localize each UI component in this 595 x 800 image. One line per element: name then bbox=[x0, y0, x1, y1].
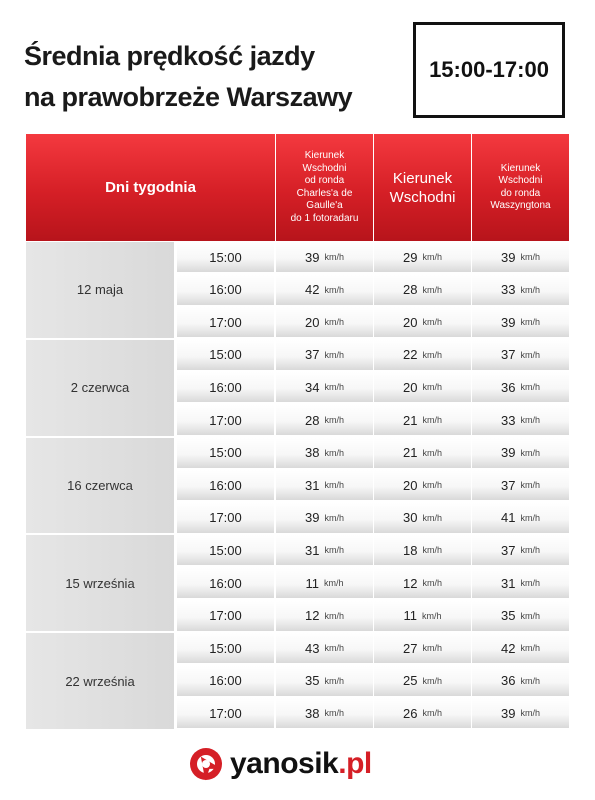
speed-unit: km/h bbox=[324, 382, 344, 393]
time-cell bbox=[177, 372, 274, 402]
speed-unit: km/h bbox=[422, 415, 442, 425]
time-cell bbox=[177, 601, 274, 631]
speed-unit: km/h bbox=[422, 284, 442, 295]
header-col-1-line: Wschodni bbox=[302, 162, 347, 174]
day-label: 15 września bbox=[65, 575, 135, 591]
speed-cell bbox=[374, 633, 471, 663]
day-label-cell bbox=[26, 438, 174, 534]
time-range-box bbox=[413, 22, 565, 118]
speed-value: 33 bbox=[501, 282, 516, 298]
speed-unit: km/h bbox=[324, 675, 344, 686]
time-label: 15:00 bbox=[209, 640, 242, 656]
yanosik-logo-icon bbox=[188, 746, 224, 782]
speed-value: 12 bbox=[305, 608, 320, 624]
time-cell bbox=[177, 666, 274, 696]
time-label: 15:00 bbox=[209, 249, 242, 265]
speed-unit: km/h bbox=[520, 447, 540, 458]
day-label: 2 czerwca bbox=[70, 380, 130, 396]
time-cell bbox=[177, 438, 274, 468]
speed-cell bbox=[472, 503, 569, 533]
speed-value: 37 bbox=[501, 477, 516, 493]
header-col-1 bbox=[276, 134, 373, 241]
speed-cell bbox=[472, 633, 569, 663]
speed-cell bbox=[472, 601, 569, 631]
speed-value: 21 bbox=[403, 412, 418, 428]
speed-cell bbox=[374, 470, 471, 500]
speed-value: 20 bbox=[305, 314, 320, 330]
speed-value: 34 bbox=[305, 379, 320, 395]
speed-value: 28 bbox=[305, 412, 320, 428]
time-range-label: 15:00-17:00 bbox=[429, 57, 549, 82]
day-label: 12 maja bbox=[76, 282, 124, 298]
speed-unit: km/h bbox=[324, 512, 344, 523]
yanosik-logo bbox=[188, 743, 372, 785]
speed-cell bbox=[472, 470, 569, 500]
speed-cell bbox=[472, 438, 569, 468]
speed-unit: km/h bbox=[422, 578, 442, 588]
logo-dot: . bbox=[338, 747, 347, 780]
speed-value: 39 bbox=[501, 314, 516, 330]
speed-unit: km/h bbox=[324, 643, 344, 654]
header-col-3-line: Kierunek bbox=[500, 162, 541, 174]
time-label: 17:00 bbox=[209, 608, 242, 624]
speed-cell bbox=[276, 405, 373, 435]
speed-value: 37 bbox=[501, 542, 516, 558]
speed-unit: km/h bbox=[520, 317, 540, 328]
header-col-3 bbox=[472, 134, 569, 241]
time-cell bbox=[177, 470, 274, 500]
speed-unit: km/h bbox=[324, 349, 344, 360]
speed-unit: km/h bbox=[520, 480, 540, 491]
header-col-1-line: Charles'a de bbox=[296, 187, 353, 199]
time-cell bbox=[177, 307, 274, 337]
speed-cell bbox=[472, 307, 569, 337]
header-col-3-line: do ronda bbox=[500, 187, 541, 199]
speed-unit: km/h bbox=[520, 284, 540, 295]
header-divider bbox=[373, 134, 374, 241]
speed-cell bbox=[374, 242, 471, 272]
speed-value: 31 bbox=[305, 542, 320, 558]
speed-value: 36 bbox=[501, 673, 516, 689]
speed-unit: km/h bbox=[422, 317, 442, 328]
title-line-1: Średnia prędkość jazdy bbox=[24, 41, 315, 71]
speed-cell bbox=[374, 503, 471, 533]
speed-value: 20 bbox=[403, 379, 418, 395]
speed-cell bbox=[472, 372, 569, 402]
time-label: 16:00 bbox=[209, 673, 242, 689]
time-label: 16:00 bbox=[209, 282, 242, 298]
speed-cell bbox=[276, 666, 373, 696]
speed-unit: km/h bbox=[520, 578, 540, 588]
speed-value: 36 bbox=[501, 379, 516, 395]
speed-cell bbox=[374, 568, 471, 598]
time-cell bbox=[177, 340, 274, 370]
page-title bbox=[24, 36, 404, 118]
speed-cell bbox=[276, 698, 373, 728]
header-days bbox=[26, 134, 275, 241]
speed-unit: km/h bbox=[324, 252, 344, 262]
header-days-label: Dni tygodnia bbox=[105, 179, 196, 196]
speed-cell bbox=[276, 503, 373, 533]
speed-unit: km/h bbox=[422, 708, 442, 719]
speed-value: 26 bbox=[403, 705, 418, 721]
header-col-1-line: od ronda bbox=[304, 175, 345, 186]
header-col-2-line: Kierunek bbox=[392, 169, 453, 187]
speed-cell bbox=[374, 666, 471, 696]
title-line-2: na prawobrzeże Warszawy bbox=[24, 82, 353, 112]
speed-value: 22 bbox=[403, 347, 418, 363]
speed-value: 41 bbox=[501, 510, 516, 526]
speed-cell bbox=[374, 535, 471, 565]
speed-value: 35 bbox=[501, 608, 516, 624]
header-divider bbox=[471, 134, 472, 241]
speed-value: 20 bbox=[403, 477, 418, 493]
speed-value: 39 bbox=[501, 249, 516, 265]
speed-value: 28 bbox=[403, 282, 418, 298]
speed-cell bbox=[374, 307, 471, 337]
logo-tld: pl bbox=[346, 747, 372, 780]
speed-unit: km/h bbox=[324, 480, 344, 491]
speed-unit: km/h bbox=[520, 675, 540, 686]
speed-value: 31 bbox=[305, 477, 320, 493]
time-label: 15:00 bbox=[209, 542, 242, 558]
speed-value: 11 bbox=[403, 608, 417, 624]
speed-cell bbox=[472, 275, 569, 305]
speed-unit: km/h bbox=[520, 610, 540, 621]
speed-value: 42 bbox=[305, 282, 320, 298]
speed-unit: km/h bbox=[520, 708, 540, 719]
time-label: 17:00 bbox=[209, 314, 242, 330]
time-cell bbox=[177, 242, 274, 272]
time-label: 15:00 bbox=[209, 347, 242, 363]
speed-cell bbox=[472, 242, 569, 272]
yanosik-logo-text bbox=[230, 747, 372, 781]
logo-name: yanosik bbox=[230, 747, 339, 780]
speed-value: 38 bbox=[305, 705, 320, 721]
speed-unit: km/h bbox=[520, 512, 540, 523]
speed-unit: km/h bbox=[422, 349, 442, 360]
speed-value: 39 bbox=[501, 445, 516, 461]
day-label: 22 września bbox=[65, 673, 135, 689]
header-col-1-line: do 1 fotoradaru bbox=[290, 212, 359, 224]
speed-cell bbox=[472, 666, 569, 696]
speed-value: 37 bbox=[305, 347, 320, 363]
speed-unit: km/h bbox=[520, 643, 540, 654]
speed-unit: km/h bbox=[520, 252, 540, 262]
speed-cell bbox=[374, 275, 471, 305]
speed-value: 18 bbox=[403, 542, 418, 558]
speed-cell bbox=[374, 601, 471, 631]
time-label: 17:00 bbox=[209, 510, 242, 526]
time-cell bbox=[177, 568, 274, 598]
speed-value: 37 bbox=[501, 347, 516, 363]
speed-unit: km/h bbox=[520, 415, 540, 425]
speed-cell bbox=[374, 340, 471, 370]
speed-cell bbox=[374, 405, 471, 435]
speed-cell bbox=[276, 307, 373, 337]
time-cell bbox=[177, 275, 274, 305]
speed-value: 38 bbox=[305, 445, 320, 461]
speed-unit: km/h bbox=[323, 578, 344, 588]
speed-cell bbox=[276, 601, 373, 631]
speed-cell bbox=[374, 698, 471, 728]
header-divider bbox=[275, 134, 276, 241]
speed-cell bbox=[472, 698, 569, 728]
header-col-2-line: Wschodni bbox=[389, 188, 456, 206]
time-label: 16:00 bbox=[209, 379, 242, 395]
speed-value: 39 bbox=[501, 705, 516, 721]
speed-cell bbox=[276, 242, 373, 272]
time-cell bbox=[177, 633, 274, 663]
time-label: 15:00 bbox=[209, 445, 242, 461]
speed-cell bbox=[276, 535, 373, 565]
speed-unit: km/h bbox=[324, 708, 344, 719]
speed-cell bbox=[276, 372, 373, 402]
time-cell bbox=[177, 535, 274, 565]
speed-value: 42 bbox=[501, 640, 516, 656]
speed-unit: km/h bbox=[324, 415, 344, 425]
day-label-cell bbox=[26, 340, 174, 436]
speed-unit: km/h bbox=[422, 480, 442, 491]
speed-unit: km/h bbox=[520, 349, 540, 360]
speed-value: 25 bbox=[403, 673, 418, 689]
speed-value: 12 bbox=[403, 575, 418, 591]
day-label-cell bbox=[26, 242, 174, 338]
header-col-3-line: Waszyngtona bbox=[490, 200, 551, 211]
day-label-cell bbox=[26, 535, 174, 631]
speed-value: 30 bbox=[403, 510, 418, 526]
speed-cell bbox=[472, 535, 569, 565]
speed-unit: km/h bbox=[324, 610, 344, 621]
speed-cell bbox=[276, 568, 373, 598]
speed-cell bbox=[276, 275, 373, 305]
time-cell bbox=[177, 405, 274, 435]
speed-unit: km/h bbox=[422, 545, 442, 556]
speed-unit: km/h bbox=[520, 382, 540, 393]
speed-cell bbox=[276, 470, 373, 500]
speed-value: 21 bbox=[403, 445, 418, 461]
speed-value: 43 bbox=[305, 640, 320, 656]
speed-value: 33 bbox=[501, 412, 516, 428]
speed-unit: km/h bbox=[324, 317, 344, 328]
speed-unit: km/h bbox=[422, 252, 442, 262]
speed-value: 27 bbox=[403, 640, 418, 656]
speed-value: 31 bbox=[501, 575, 516, 591]
time-cell bbox=[177, 503, 274, 533]
speed-cell bbox=[374, 438, 471, 468]
time-cell bbox=[177, 698, 274, 728]
speed-value: 35 bbox=[305, 673, 320, 689]
speed-cell bbox=[472, 340, 569, 370]
speed-unit: km/h bbox=[422, 512, 442, 523]
speed-cell bbox=[472, 568, 569, 598]
speed-unit: km/h bbox=[422, 382, 442, 393]
speed-unit: km/h bbox=[422, 643, 442, 654]
time-label: 17:00 bbox=[209, 412, 242, 428]
speed-value: 39 bbox=[305, 249, 320, 265]
time-label: 17:00 bbox=[209, 705, 242, 721]
time-label: 16:00 bbox=[209, 575, 242, 591]
speed-value: 39 bbox=[305, 510, 320, 526]
day-label-cell bbox=[26, 633, 174, 729]
speed-unit: km/h bbox=[520, 545, 540, 556]
speed-value: 11 bbox=[305, 575, 319, 591]
speed-value: 29 bbox=[403, 249, 418, 265]
time-label: 16:00 bbox=[209, 477, 242, 493]
speed-unit: km/h bbox=[422, 447, 442, 458]
header-col-2 bbox=[374, 134, 471, 241]
speed-unit: km/h bbox=[421, 610, 442, 621]
speed-unit: km/h bbox=[324, 284, 344, 295]
header-col-3-line: Wschodni bbox=[498, 175, 543, 186]
speed-cell bbox=[472, 405, 569, 435]
speed-unit: km/h bbox=[422, 675, 442, 686]
speed-cell bbox=[276, 438, 373, 468]
header-col-1-line: Gaulle'a bbox=[306, 200, 343, 211]
day-label: 16 czerwca bbox=[67, 477, 133, 493]
speed-cell bbox=[374, 372, 471, 402]
speed-unit: km/h bbox=[324, 545, 344, 556]
speed-unit: km/h bbox=[324, 447, 344, 458]
header-col-1-line: Kierunek bbox=[304, 150, 345, 161]
speed-cell bbox=[276, 340, 373, 370]
speed-cell bbox=[276, 633, 373, 663]
speed-value: 20 bbox=[403, 314, 418, 330]
